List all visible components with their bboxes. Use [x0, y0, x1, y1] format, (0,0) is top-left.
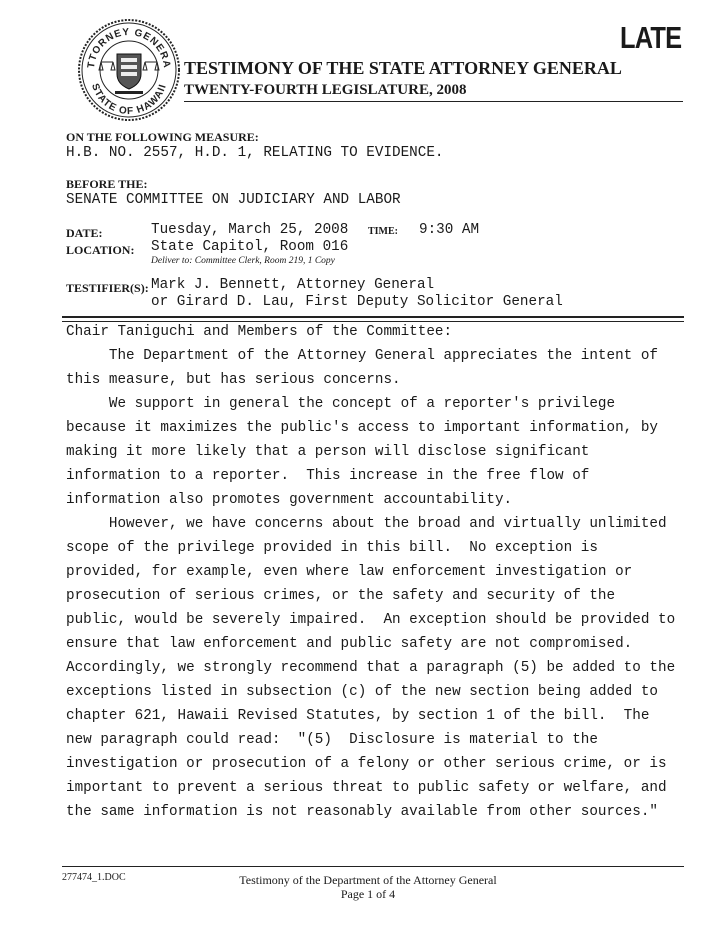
body-line: information to a reporter. This increase in the free flow of: [66, 468, 590, 484]
body-line: We support in general the concept of a reporter's privilege: [66, 396, 616, 412]
body-line: Accordingly, we strongly recommend that a paragraph (5) be added to the: [66, 660, 676, 676]
section-rule-bottom: [62, 321, 684, 322]
section-rule-top: [62, 316, 684, 318]
body-line: information also promotes government accountability.: [66, 492, 513, 508]
body-line: However, we have concerns about the broad and virtually unlimited: [66, 516, 667, 532]
location-value: State Capitol, Room 016: [151, 239, 349, 255]
before-label: BEFORE THE:: [66, 177, 148, 191]
delivery-note: Deliver to: Committee Clerk, Room 219, 1 Copy: [151, 256, 335, 266]
body-line: ensure that law enforcement and public safety are not compromised.: [66, 636, 633, 652]
body-line: The Department of the Attorney General appreciates the intent of: [66, 348, 658, 364]
body-line: provided, for example, even where law enforcement investigation or: [66, 564, 633, 580]
footer-rule: [62, 866, 684, 867]
body-line: chapter 621, Hawaii Revised Statutes, by section 1 of the bill. The: [66, 708, 650, 724]
body-line: scope of the privilege provided in this bill. No exception is: [66, 540, 598, 556]
footer-page-number: Page 1 of 4: [340, 887, 396, 901]
body-line: important to prevent a serious threat to public safety or welfare, and: [66, 780, 667, 796]
seal-top-text: TTORNEY GENERA: [85, 26, 173, 70]
body-line: the same information is not reasonably available from other sources.": [66, 804, 658, 820]
measure-value: H.B. NO. 2557, H.D. 1, RELATING TO EVIDENCE.: [66, 145, 444, 161]
body-line: making it more likely that a person will disclose significant: [66, 444, 590, 460]
document-title: TESTIMONY OF THE STATE ATTORNEY GENERAL: [184, 58, 622, 78]
testifier-label: TESTIFIER(S):: [66, 281, 149, 295]
seal-bottom-text: STATE OF HAWAII: [89, 82, 169, 118]
measure-label: ON THE FOLLOWING MEASURE:: [66, 130, 259, 144]
body-line: this measure, but has serious concerns.: [66, 372, 401, 388]
footer-center-line: Testimony of the Department of the Attorney General: [239, 873, 497, 887]
body-line: public, would be severely impaired. An exception should be provided to: [66, 612, 676, 628]
body-line: exceptions listed in subsection (c) of the new section being added to: [66, 684, 658, 700]
document-subtitle: TWENTY-FOURTH LEGISLATURE, 2008: [184, 82, 467, 98]
body-line: investigation or prosecution of a felony or other serious crime, or is: [66, 756, 667, 772]
late-stamp: LATE: [620, 20, 682, 55]
time-label: TIME:: [368, 226, 398, 237]
body-line: because it maximizes the public's access to important information, by: [66, 420, 658, 436]
date-label: DATE:: [66, 226, 103, 240]
date-value: Tuesday, March 25, 2008: [151, 222, 349, 238]
committee-name: SENATE COMMITTEE ON JUDICIARY AND LABOR: [66, 192, 401, 208]
header-rule: [184, 101, 683, 102]
testifier-2: or Girard D. Lau, First Deputy Solicitor General: [151, 294, 563, 310]
body-line: prosecution of serious crimes, or the safety and security of the: [66, 588, 616, 604]
time-value: 9:30 AM: [419, 222, 480, 238]
body-line: new paragraph could read: "(5) Disclosure is material to the: [66, 732, 598, 748]
location-label: LOCATION:: [66, 243, 135, 257]
state-seal: [77, 18, 181, 122]
body-line: Chair Taniguchi and Members of the Committee:: [66, 324, 453, 340]
footer-doc-id: 277474_1.DOC: [62, 872, 126, 883]
testifier-1: Mark J. Bennett, Attorney General: [151, 277, 435, 293]
